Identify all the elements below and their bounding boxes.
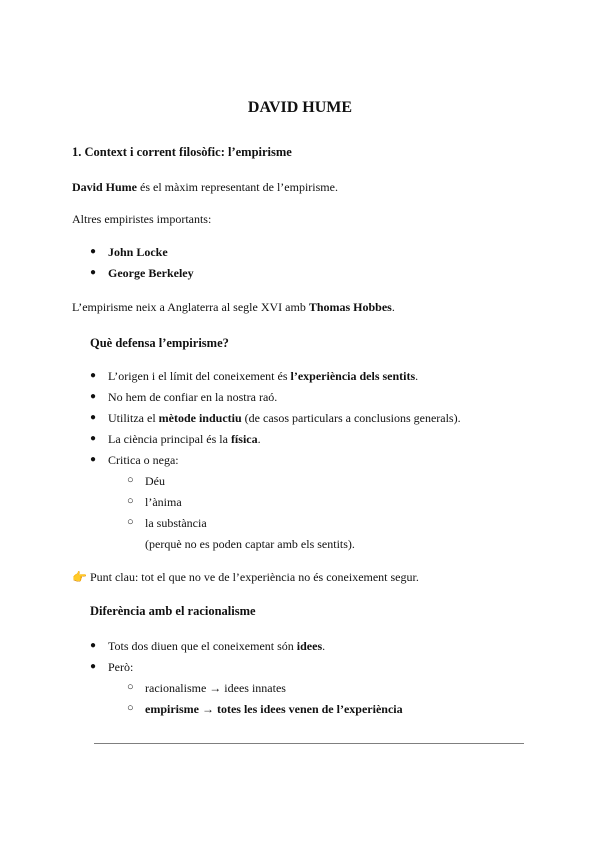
origin-end: .: [391, 300, 395, 314]
hume-name: David Hume: [72, 180, 138, 194]
defense-item-end: .: [415, 369, 419, 383]
defense-item: [108, 370, 418, 382]
difference-subitem-text: empirisme → totes les idees venen de l’experiència: [145, 702, 403, 716]
critique-note: (perquè no es poden captar amb els sentits).: [145, 537, 355, 551]
defense-item-text: La ciència principal és la: [108, 432, 231, 446]
bullet-marker: ●: [90, 640, 97, 651]
defense-item-text: No hem de confiar en la nostra raó.: [108, 390, 278, 404]
defense-item: [108, 433, 261, 445]
difference-item-bold: idees: [296, 639, 323, 653]
empiricist-name: John Locke: [108, 245, 168, 259]
other-empiricists-label: Altres empiristes importants:: [72, 212, 212, 226]
sub-bullet-marker: ○: [127, 681, 134, 693]
sub-bullet-marker: ○: [127, 474, 134, 486]
key-point: [72, 571, 419, 583]
empiricist-item: [108, 246, 168, 258]
intro-paragraph: [72, 181, 338, 193]
empiricist-name: George Berkeley: [108, 266, 194, 280]
defense-item-end: .: [257, 432, 261, 446]
defense-item-bold: l’experiència dels sentits: [290, 369, 416, 383]
bullet-marker: ●: [90, 454, 97, 465]
bullet-marker: ●: [90, 267, 97, 278]
pointing-hand-icon: 👉: [72, 570, 87, 584]
origin-text: L’empirisme neix a Anglaterra al segle XVI amb: [72, 300, 309, 314]
intro-text: és el màxim representant de l’empirisme.: [137, 180, 338, 194]
section-heading-difference: Diferència amb el racionalisme: [90, 604, 256, 618]
empiricist-item: [108, 267, 194, 279]
defense-item-text: Critica o nega:: [108, 453, 179, 467]
page-divider: [94, 743, 524, 744]
defense-item: [108, 412, 461, 424]
difference-item: [108, 640, 325, 652]
bullet-marker: ●: [90, 661, 97, 672]
key-point-text: Punt clau: tot el que no ve de l’experiència no és coneixement segur.: [86, 570, 419, 584]
bullet-marker: ●: [90, 433, 97, 444]
defense-item: [108, 454, 179, 466]
defense-item-text: Utilitza el: [108, 411, 159, 425]
sub-bullet-marker: ○: [127, 495, 134, 507]
defense-item-bold: mètode inductiu: [158, 411, 242, 425]
difference-subitem: racionalisme → idees innates: [145, 681, 286, 695]
critique-item: l’ànima: [145, 495, 182, 509]
difference-item: [108, 661, 133, 673]
defense-item-end: (de casos particulars a conclusions generals).: [241, 411, 461, 425]
difference-item-text: Però:: [108, 660, 134, 674]
defense-item-bold: física: [230, 432, 258, 446]
origin-paragraph: [72, 301, 395, 313]
section-heading-context: 1. Context i corrent filosòfic: l’empirisme: [72, 145, 292, 159]
defense-item: [108, 391, 277, 403]
difference-subitem-bold: [145, 703, 403, 715]
bullet-marker: ●: [90, 391, 97, 402]
critique-item: Déu: [145, 474, 165, 488]
defense-item-text: L’origen i el límit del coneixement és: [108, 369, 291, 383]
difference-item-end: .: [322, 639, 326, 653]
bullet-marker: ●: [90, 412, 97, 423]
bullet-marker: ●: [90, 370, 97, 381]
bullet-marker: ●: [90, 246, 97, 257]
hobbes-name: Thomas Hobbes: [308, 300, 392, 314]
section-heading-defense: Què defensa l’empirisme?: [90, 336, 229, 350]
difference-item-text: Tots dos diuen que el coneixement són: [108, 639, 297, 653]
sub-bullet-marker: ○: [127, 702, 134, 714]
sub-bullet-marker: ○: [127, 516, 134, 528]
critique-item: la substància: [145, 516, 207, 530]
document-title: DAVID HUME: [247, 99, 353, 116]
